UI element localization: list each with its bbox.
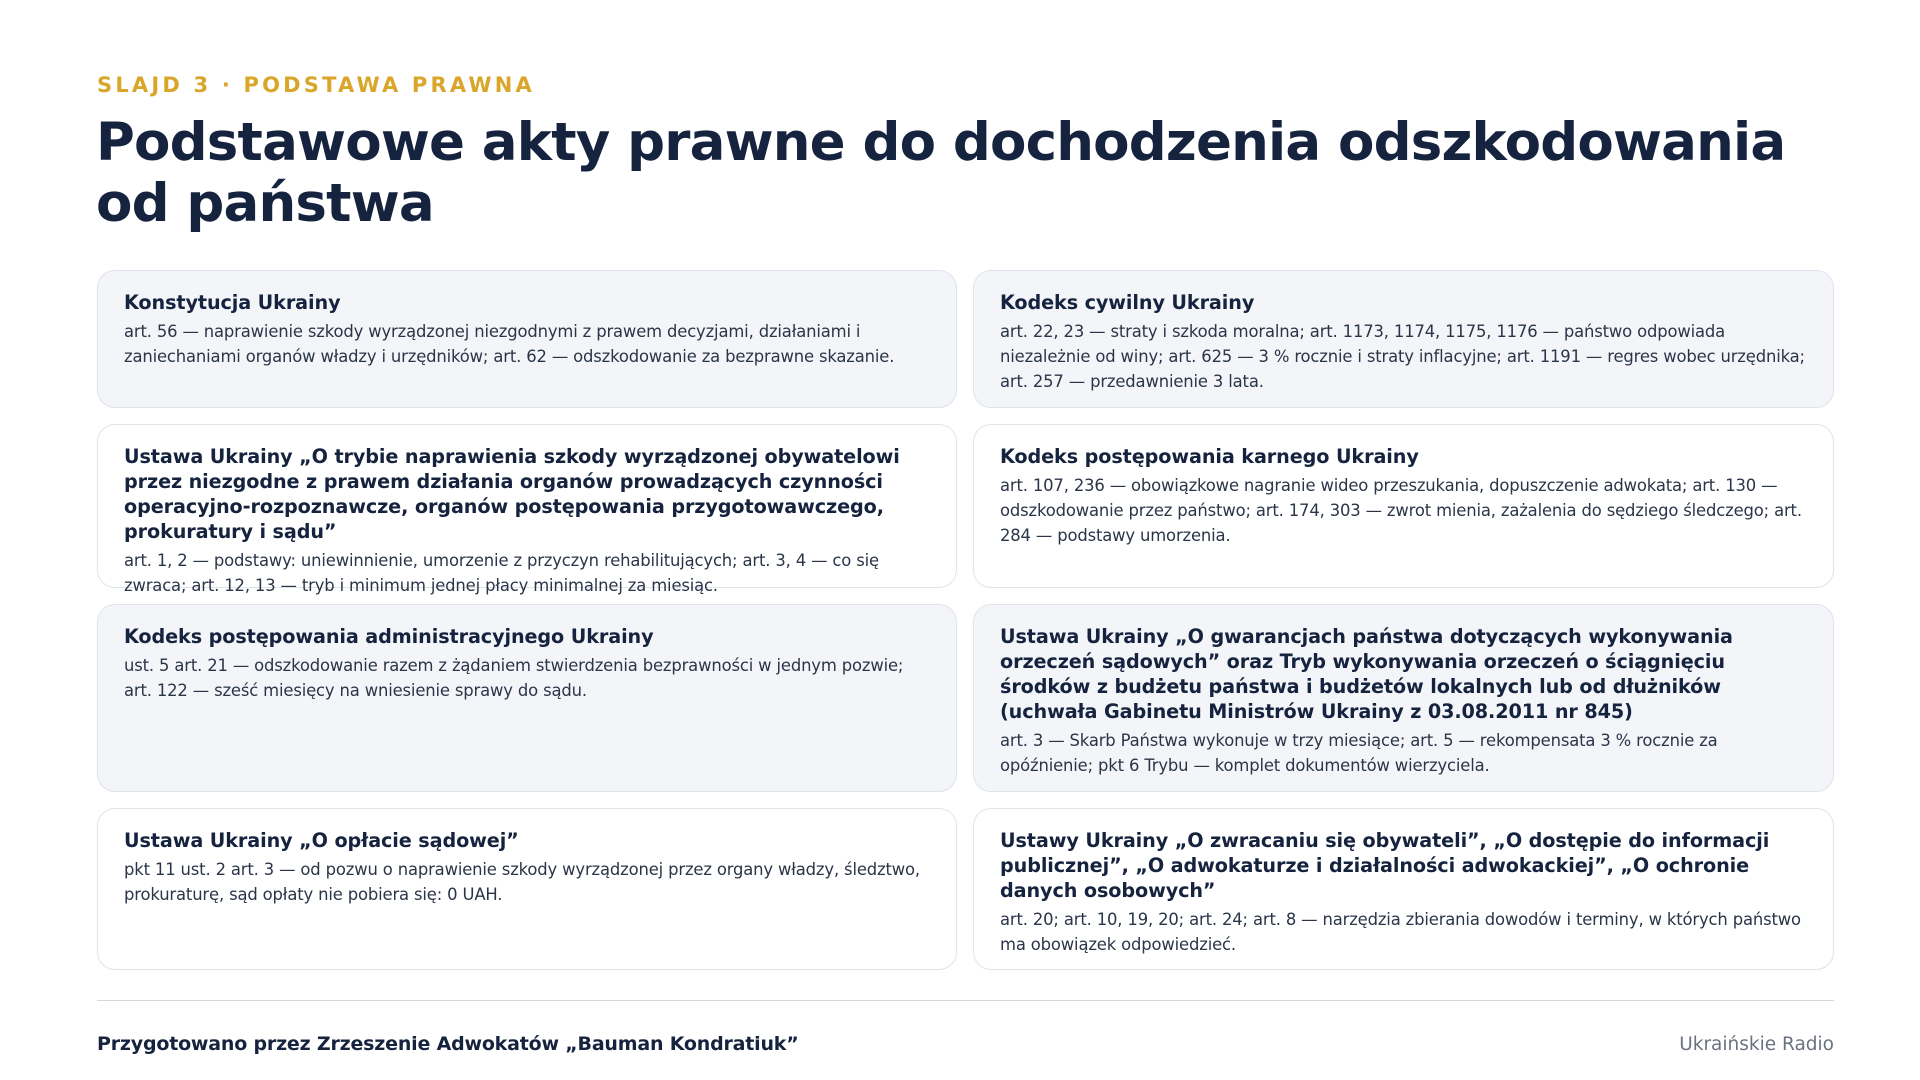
card-body: art. 22, 23 — straty i szkoda moralna; art. 1173, 1174, 1175, 1176 — państwo odpowiada niezależnie od winy; art. 625 — 3 % rocznie i straty inflacyjne; art. 1191 — regres wobec urzędnika; art. 257 — przedawnienie 3 lata. [1000, 322, 1805, 391]
card-criminal-procedure-code [973, 424, 1834, 588]
card-title: Ustawa Ukrainy „O trybie naprawienia szkody wyrządzonej obywatelowi przez niezgodne z prawem działania organów prowadzących czynności operacyjno-rozpoznawcze, organów postępowania przygotowawczego, prokuratury i sądu” [124, 445, 900, 543]
footer-brand: Ukraińskie Radio [1679, 1034, 1834, 1055]
card-title: Kodeks postępowania karnego Ukrainy [1000, 445, 1419, 468]
card-title: Ustawa Ukrainy „O opłacie sądowej” [124, 829, 519, 852]
card-information-acts [973, 808, 1834, 970]
card-administrative-procedure-code [97, 604, 957, 792]
card-body: pkt 11 ust. 2 art. 3 — od pozwu o naprawienie szkody wyrządzonej przez organy władzy, śledztwo, prokuraturę, sąd opłaty nie pobiera się: 0 UAH. [124, 860, 920, 904]
card-body: art. 56 — naprawienie szkody wyrządzonej niezgodnymi z prawem decyzjami, działaniami i zaniechaniami organów władzy i urzędników; art. 62 — odszkodowanie za bezprawne skazanie. [124, 322, 895, 366]
card-damages-act [97, 424, 957, 595]
card-title: Ustawa Ukrainy „O gwarancjach państwa dotyczących wykonywania orzeczeń sądowych” oraz Tryb wykonywania orzeczeń o ściągnięciu środków z budżetu państwa i budżetów lokalnych lub od dłużników (uchwała Gabinetu Ministrów Ukrainy z 03.08.2011 nr 845) [1000, 625, 1733, 723]
card-title: Konstytucja Ukrainy [124, 291, 341, 314]
slide-eyebrow: SLAJD 3 · PODSTAWA PRAWNA [97, 73, 535, 97]
card-body: art. 107, 236 — obowiązkowe nagranie wideo przeszukania, dopuszczenie adwokata; art. 130 — odszkodowanie przez państwo; art. 174, 303 — zwrot mienia, zażalenia do sędziego śledczego; art. 284 — podstawy umorzenia. [1000, 476, 1802, 545]
card-constitution [97, 270, 957, 408]
card-body: art. 20; art. 10, 19, 20; art. 24; art. 8 — narzędzia zbierania dowodów i terminy, w których państwo ma obowiązek odpowiedzieć. [1000, 910, 1801, 954]
card-body: ust. 5 art. 21 — odszkodowanie razem z żądaniem stwierdzenia bezprawności w jednym pozwie; art. 122 — sześć miesięcy na wniesienie sprawy do sądu. [124, 656, 904, 700]
card-enforcement-guarantees-act [973, 604, 1834, 792]
card-court-fee-act [97, 808, 957, 970]
page-title: Podstawowe akty prawne do dochodzenia odszkodowania od państwa [96, 112, 1786, 234]
card-body: art. 3 — Skarb Państwa wykonuje w trzy miesiące; art. 5 — rekompensata 3 % rocznie za opóźnienie; pkt 6 Trybu — komplet dokumentów wierzyciela. [1000, 731, 1718, 775]
card-title: Ustawy Ukrainy „O zwracaniu się obywateli”, „O dostępie do informacji publicznej”, „O adwokaturze i działalności adwokackiej”, „O ochronie danych osobowych” [1000, 829, 1770, 902]
footer-divider [97, 1000, 1834, 1001]
card-title: Kodeks postępowania administracyjnego Ukrainy [124, 625, 654, 648]
card-title: Kodeks cywilny Ukrainy [1000, 291, 1255, 314]
footer-author: Przygotowano przez Zrzeszenie Adwokatów „Bauman Kondratiuk” [97, 1033, 799, 1055]
card-civil-code [973, 270, 1834, 408]
card-body: art. 1, 2 — podstawy: uniewinnienie, umorzenie z przyczyn rehabilitujących; art. 3, 4 — co się zwraca; art. 12, 13 — tryb i minimum jednej płacy minimalnej za miesiąc. [124, 551, 879, 595]
